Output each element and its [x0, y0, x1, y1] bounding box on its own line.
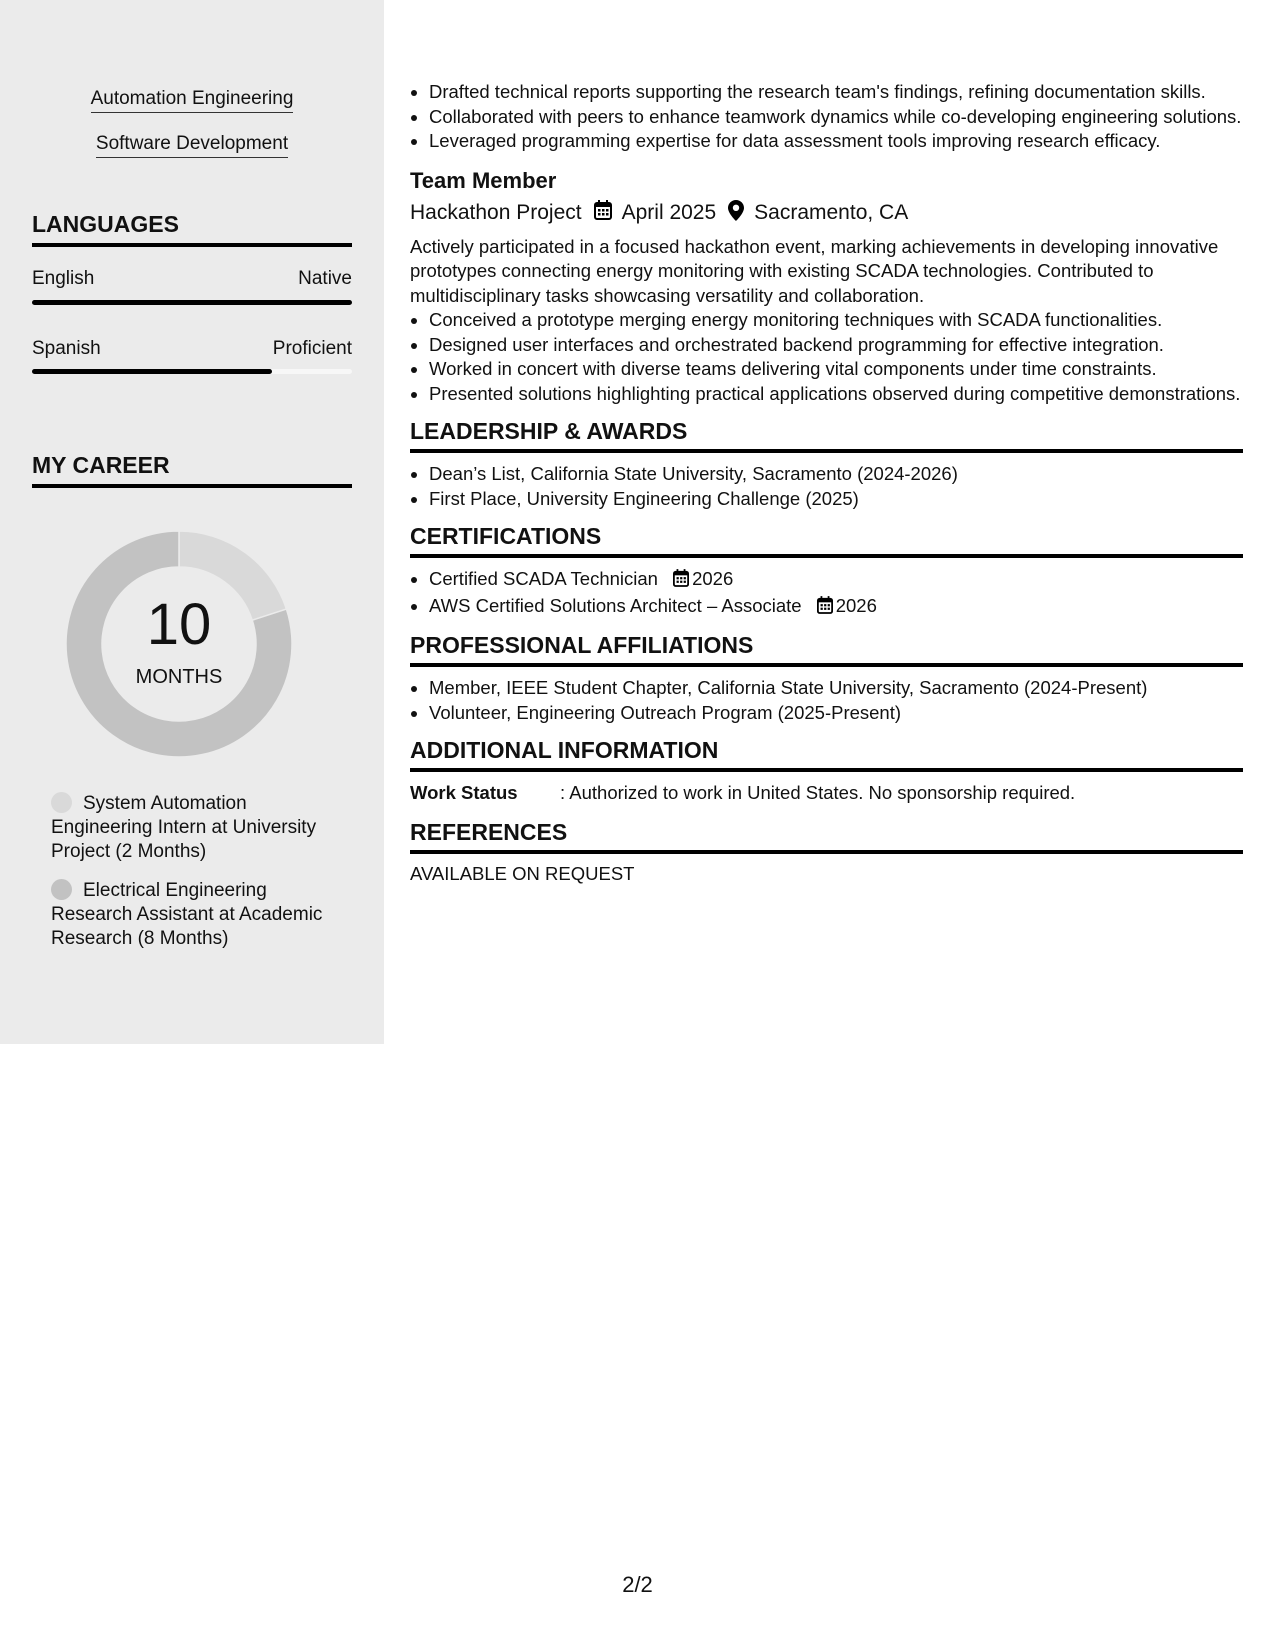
job-date: April 2025: [621, 201, 717, 224]
language-level: Native: [298, 268, 352, 289]
career-legend-item: Electrical Engineering Research Assistant at Academic Research (8 Months): [51, 880, 323, 949]
job-description: Actively participated in a focused hackathon event, marking achievements in developing innovative prototypes connecting energy monitoring with existing SCADA technologies. Contributed to multidisciplinary tasks showcasing versatility and collaboration.: [410, 235, 1219, 306]
list-item: • Conceived a prototype merging energy monitoring techniques with SCADA functionalities.: [429, 308, 1243, 333]
list-item: • Designed user interfaces and orchestrated backend programming for effective integration.: [429, 333, 1243, 358]
certification-name: AWS Certified Solutions Architect – Associate: [429, 594, 802, 616]
affiliations-heading: PROFESSIONAL AFFILIATIONS: [410, 632, 1243, 667]
affiliations-list: [410, 676, 1243, 725]
page-number: 2/2: [622, 1572, 653, 1597]
certifications-heading: CERTIFICATIONS: [410, 523, 1243, 558]
language-name: English: [32, 268, 95, 289]
list-item: • Collaborated with peers to enhance teamwork dynamics while co-developing engineering solutions.: [429, 105, 1243, 130]
list-item: • Presented solutions highlighting practical applications observed during competitive demonstrations.: [429, 382, 1243, 407]
skill-link[interactable]: Software Development: [0, 133, 384, 158]
list-item: • Leveraged programming expertise for data assessment tools improving research efficacy.: [429, 129, 1243, 154]
job-meta: [410, 200, 1243, 227]
job-organization: Hackathon Project: [410, 201, 582, 224]
certification-date: 2026: [673, 567, 733, 594]
sidebar: [0, 0, 384, 1044]
work-status-value: : Authorized to work in United States. No sponsorship required.: [560, 782, 1076, 803]
language-name: Spanish: [32, 338, 101, 359]
leadership-list: [410, 462, 1243, 511]
skill-link[interactable]: Automation Engineering: [0, 88, 384, 113]
language-bar-fill: [32, 369, 272, 374]
list-item: • Member, IEEE Student Chapter, California State University, Sacramento (2024-Present): [429, 676, 1243, 701]
list-item: [429, 567, 1243, 594]
career-total-months: 10: [146, 592, 212, 657]
calendar-icon: [673, 569, 689, 594]
language-bar: [32, 300, 352, 305]
certifications-list: [410, 567, 1243, 620]
job-location: Sacramento, CA: [754, 201, 909, 224]
language-bar: [32, 369, 352, 374]
list-item: • Volunteer, Engineering Outreach Program (2025-Present): [429, 701, 1243, 726]
references-text: AVAILABLE ON REQUEST: [410, 863, 635, 884]
experience-bullets: [410, 80, 1243, 154]
list-item: • Dean’s List, California State University, Sacramento (2024-2026): [429, 462, 1243, 487]
additional-info-heading: ADDITIONAL INFORMATION: [410, 737, 1243, 772]
calendar-icon: [817, 596, 833, 621]
language-row: [32, 338, 352, 360]
language-level: Proficient: [272, 338, 352, 359]
list-item: [429, 594, 1243, 621]
certification-date: 2026: [817, 594, 877, 621]
work-status-label: Work Status: [410, 782, 518, 803]
career-unit-label: MONTHS: [135, 666, 223, 688]
job-title: Team Member: [410, 167, 557, 193]
certification-name: Certified SCADA Technician: [429, 568, 658, 589]
job-bullets: [410, 308, 1243, 406]
list-item: • First Place, University Engineering Challenge (2025): [429, 487, 1243, 512]
career-legend-dot: [51, 792, 72, 813]
work-status-row: [410, 781, 1243, 805]
main-content: [410, 0, 1243, 885]
career-heading: MY CAREER: [32, 452, 352, 488]
language-row: [32, 268, 352, 290]
location-pin-icon: [728, 200, 744, 227]
career-legend-item: System Automation Engineering Intern at University Project (2 Months): [51, 793, 317, 862]
references-heading: REFERENCES: [410, 819, 1243, 854]
calendar-icon: [594, 200, 612, 226]
leadership-heading: LEADERSHIP & AWARDS: [410, 418, 1243, 453]
language-bar-fill: [32, 300, 352, 305]
list-item: • Worked in concert with diverse teams delivering vital components under time constraints.: [429, 357, 1243, 382]
languages-heading: LANGUAGES: [32, 211, 352, 247]
list-item: • Drafted technical reports supporting the research team's findings, refining documentation skills.: [429, 80, 1243, 105]
career-legend-dot: [51, 879, 72, 900]
